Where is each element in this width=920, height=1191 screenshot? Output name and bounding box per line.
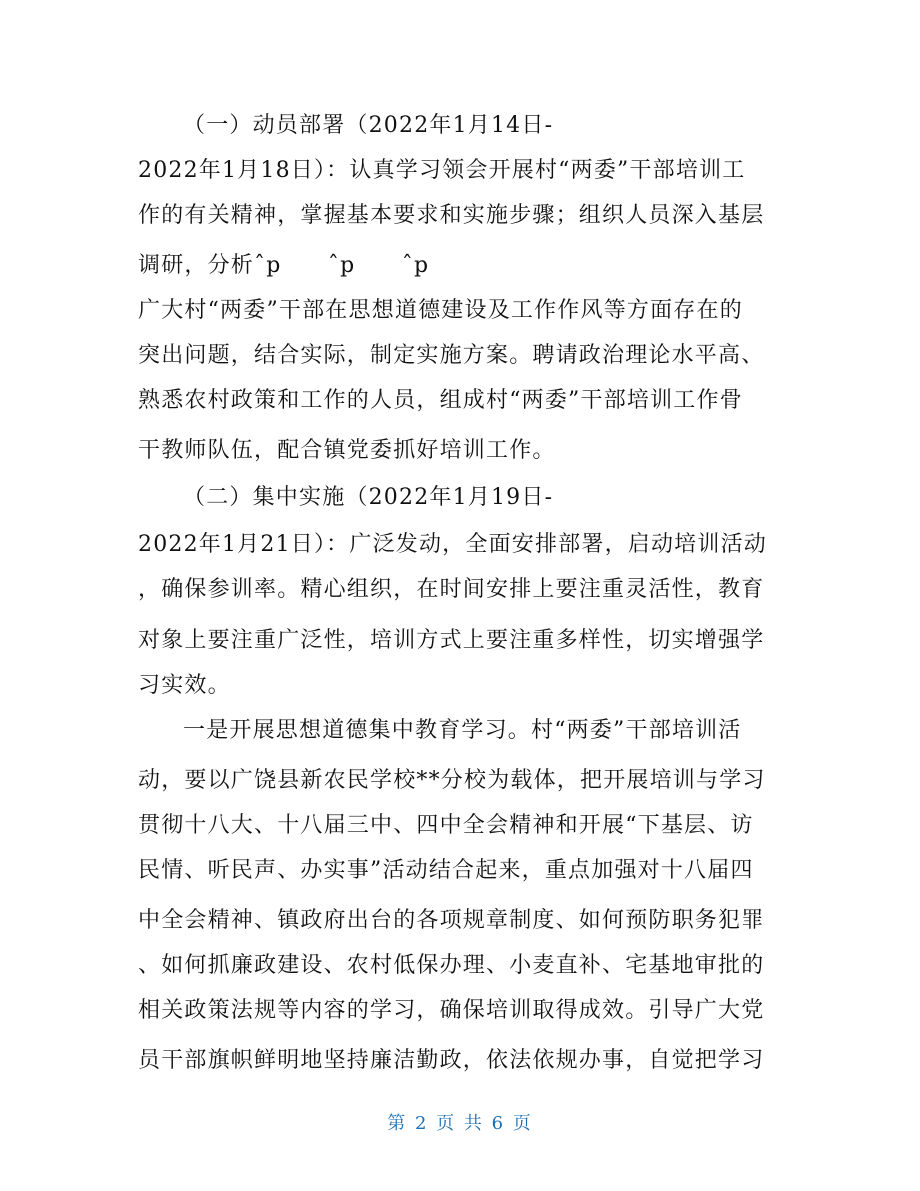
text-line: 、如何抓廉政建设、农村低保办理、小麦直补、宅基地审批的 [138, 953, 765, 978]
text-line: 习实效。 [138, 673, 231, 698]
text-line: 2022年1月18日）：认真学习领会开展村“两委”干部培训工 [138, 158, 746, 183]
text-line: 熟悉农村政策和工作的人员，组成村“两委”干部培训工作骨 [138, 388, 743, 413]
text-line: 2022年1月21日）：广泛发动，全面安排部署，启动培训活动 [138, 532, 767, 557]
text-line: ，确保参训率。精心组织，在时间安排上要注重灵活性，教育 [138, 577, 765, 602]
page-number-footer: 第 2 页 共 6 页 [387, 1113, 533, 1134]
text-line: 作的有关精神，掌握基本要求和实施步骤；组织人员深入基层 [138, 203, 765, 228]
text-line: 动，要以广饶县新农民学校**分校为载体，把开展培训与学习 [138, 768, 766, 793]
text-line: （一）动员部署（2022年1月14日- [183, 113, 554, 138]
text-line: （二）集中实施（2022年1月19日- [183, 485, 554, 510]
text-line: 相关政策法规等内容的学习，确保培训取得成效。引导广大党 [138, 998, 765, 1023]
text-line: 民情、听民声、办实事”活动结合起来，重点加强对十八届四 [138, 858, 754, 883]
text-line: 干教师队伍，配合镇党委抓好培训工作。 [138, 438, 556, 463]
text-line: 广大村“两委”干部在思想道德建设及工作作风等方面存在的 [138, 298, 743, 323]
text-line: 对象上要注重广泛性，培训方式上要注重多样性，切实增强学 [138, 628, 765, 653]
text-line: 员干部旗帜鲜明地坚持廉洁勤政，依法依规办事，自觉把学习 [138, 1048, 765, 1073]
text-line: 中全会精神、镇政府出台的各项规章制度、如何预防职务犯罪 [138, 908, 765, 933]
text-line: 突出问题，结合实际，制定实施方案。聘请政治理论水平高、 [138, 343, 765, 368]
text-line: 一是开展思想道德集中教育学习。村“两委”干部培训活 [183, 718, 742, 743]
text-line: 调研，分析ˆp ˆp ˆp [138, 253, 430, 278]
text-line: 贯彻十八大、十八届三中、四中全会精神和开展“下基层、访 [138, 813, 754, 838]
